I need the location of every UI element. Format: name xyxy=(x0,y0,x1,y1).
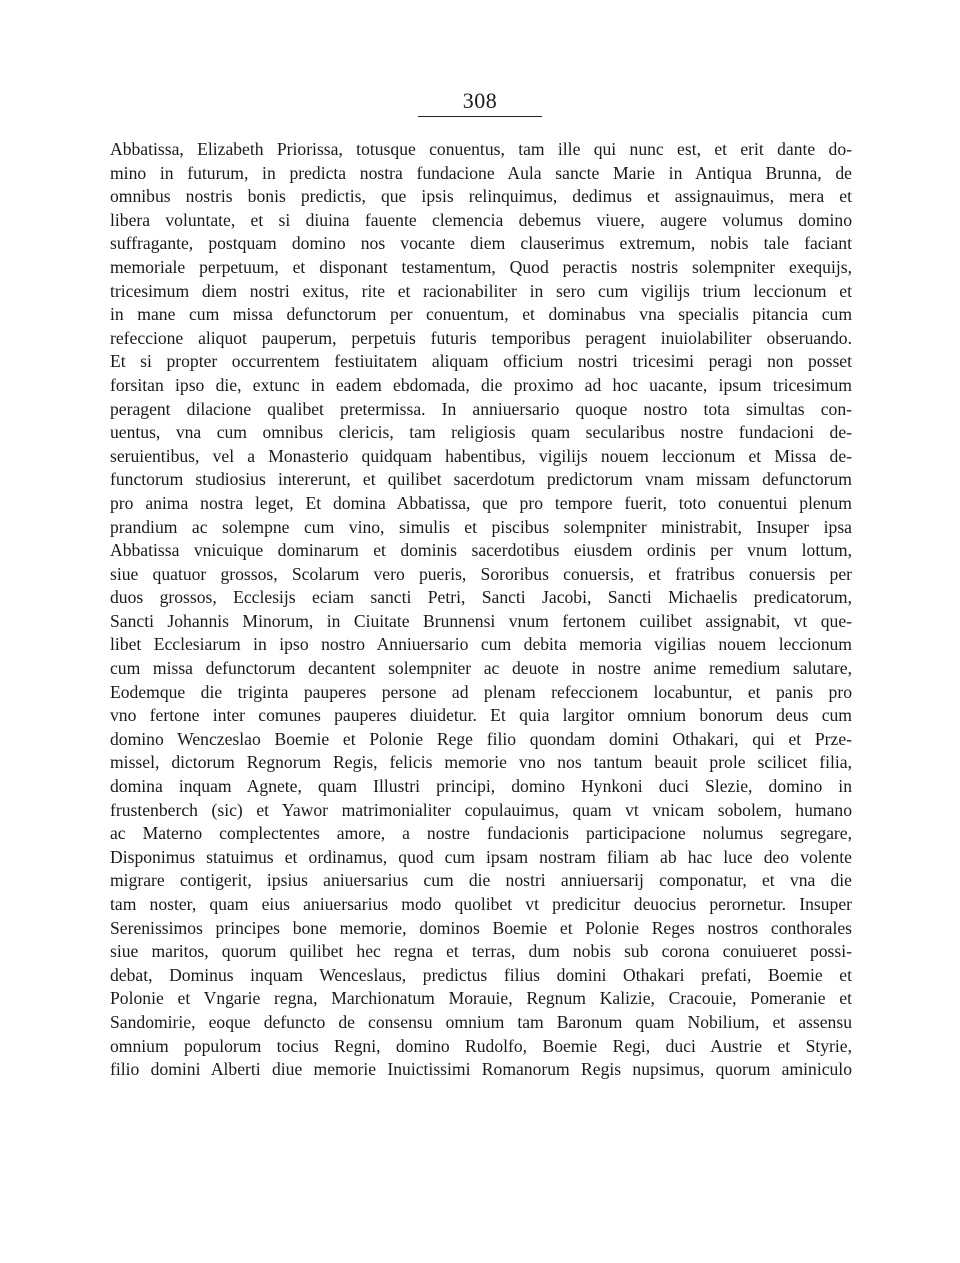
text-line: Eodemque die triginta pauperes persone ad plenam refeccionem locabuntur, et panis pro xyxy=(110,681,852,702)
text-line: duos grossos, Ecclesijs eciam sancti Petri, Sancti Jacobi, Sancti Michaelis predicatorum, xyxy=(110,587,852,608)
text-line: domino Wenczeslao Boemie et Polonie Rege filio quondam domini Othakari, qui et Prze- xyxy=(110,728,852,749)
page-header xyxy=(418,88,542,117)
text-line: functorum studiosius intererunt, et quilibet sacerdotum predictorum vnam missam defunctorum xyxy=(110,469,852,490)
text-line: debat, Dominus inquam Wenceslaus, predictus filius domini Othakari prefati, Boemie et xyxy=(110,964,852,985)
text-line: Abbatissa, Elizabeth Priorissa, totusque conuentus, tam ille qui nunc est, et erit dante do- xyxy=(110,139,852,159)
text-line: libet Ecclesiarum in ipso nostro Anniuersario cum debita memoria vigilias nouem leccionum xyxy=(110,634,852,655)
page-number: 308 xyxy=(462,88,498,113)
text-line: memoriale perpetuum, et disponant testamentum, Quod peractis nostris solempniter exequijs, xyxy=(110,256,852,277)
text-line: suffragante, postquam domino nos vocante diem clauserimus extremum, nobis tale faciant xyxy=(110,233,852,254)
text-line: omnium populorum tocius Regni, domino Rudolfo, Boemie Regi, duci Austrie et Styrie, xyxy=(110,1035,852,1056)
text-line: filio domini Alberti diue memorie Inuictissimi Romanorum Regis nupsimus, quorum aminiculo xyxy=(110,1059,852,1080)
text-line: pro anima nostra leget, Et domina Abbatissa, que pro tempore fuerit, toto conuentui plenum xyxy=(110,492,852,513)
text-line: vno fertone inter comunes pauperes diuidetur. Et quia largitor omnium bonorum deus cum xyxy=(110,705,852,726)
text-line: frustenberch (sic) et Yawor matrimonialiter copulauimus, quam vt vnicam sobolem, humano xyxy=(110,799,852,820)
text-line: migrare contigerit, ipsius aniuersarius cum die nostri anniuersarij componatur, et vna die xyxy=(110,870,852,891)
text-line: forsitan ipso die, extunc in eadem ebdomada, die proximo ad hoc uacante, ipsum tricesimum xyxy=(110,374,852,395)
text-line: siue maritos, quorum quilibet hec regna et terras, dum nobis sub corona conuiueret possi- xyxy=(110,941,852,962)
body-text xyxy=(110,138,852,1082)
text-line: Sancti Johannis Minorum, in Ciuitate Brunnensi vnum fertonem cuilibet assignabit, vt que- xyxy=(110,610,852,631)
text-line: tam noster, quam eius aniuersarius modo quolibet vt predicitur deuocius perornetur. Insuper xyxy=(110,894,852,914)
text-line: prandium ac solempne cum vino, simulis et piscibus solempniter ministrabit, Insuper ipsa xyxy=(110,516,852,537)
text-line: uentus, vna cum omnibus clericis, tam religiosis quam secularibus nostre fundacioni de- xyxy=(110,422,852,443)
text-line: Sandomirie, eoque defuncto de consensu omnium tam Baronum quam Nobilium, et assensu xyxy=(110,1011,852,1032)
text-line: Polonie et Vngarie regna, Marchionatum Morauie, Regnum Kalizie, Cracouie, Pomeranie et xyxy=(110,988,852,1009)
text-line: ac Materno complectentes amore, a nostre fundacionis participacione nolumus segregare, xyxy=(110,823,852,844)
text-line: mino in futurum, in predicta nostra fundacione Aula sancte Marie in Antiqua Brunna, de xyxy=(110,162,852,183)
text-line: cum missa defunctorum decantent solempniter ac deuote in nostre anime remedium salutare, xyxy=(110,658,852,679)
text-line: peragent dilacione qualibet pretermissa. In anniuersario quoque nostro tota simultas con- xyxy=(110,398,852,419)
text-line: missel, dictorum Regnorum Regis, felicis memorie vno nos tantum beauit prole scilicet filia, xyxy=(110,752,852,773)
text-line: Serenissimos principes bone memorie, dominos Boemie et Polonie Reges nostros conthorales xyxy=(110,917,852,938)
text-line: refeccione aliquot pauperum, perpetuis futuris temporibus peragent inuiolabiliter obseruando. xyxy=(110,327,852,348)
text-line: libera voluntate, et si diuina fauente clemencia debemus viuere, augere volumus domino xyxy=(110,209,852,230)
text-line: domina inquam Agnete, quam Illustri principi, domino Hynkoni duci Slezie, domino in xyxy=(110,776,852,797)
text-line: in mane cum missa defunctorum per conuentum, et dominabus vna specialis pitancia cum xyxy=(110,304,852,325)
text-line: Abbatissa vnicuique dominarum et dominis sacerdotibus eiusdem ordinis per vnum lottum, xyxy=(110,540,852,561)
header-rule xyxy=(418,116,542,117)
text-line: Disponimus statuimus et ordinamus, quod cum ipsam nostram filiam ab hac luce deo volente xyxy=(110,846,852,867)
text-line: omnibus nostris bonis predictis, que ipsis relinquimus, dedimus et assignauimus, mera et xyxy=(110,186,852,207)
text-line: siue quatuor grossos, Scolarum vero pueris, Sororibus conuersis, et fratribus conuersis per xyxy=(110,563,852,584)
text-line: Et si propter occurrentem festiuitatem aliquam officium nostri tricesimi peragi non posset xyxy=(110,351,852,372)
text-line: seruientibus, vel a Monasterio quidquam habentibus, vigilijs nouem leccionum et Missa de- xyxy=(110,445,852,466)
text-line: tricesimum diem nostri exitus, rite et racionabiliter in sero cum vigilijs trium leccionum et xyxy=(110,280,852,301)
